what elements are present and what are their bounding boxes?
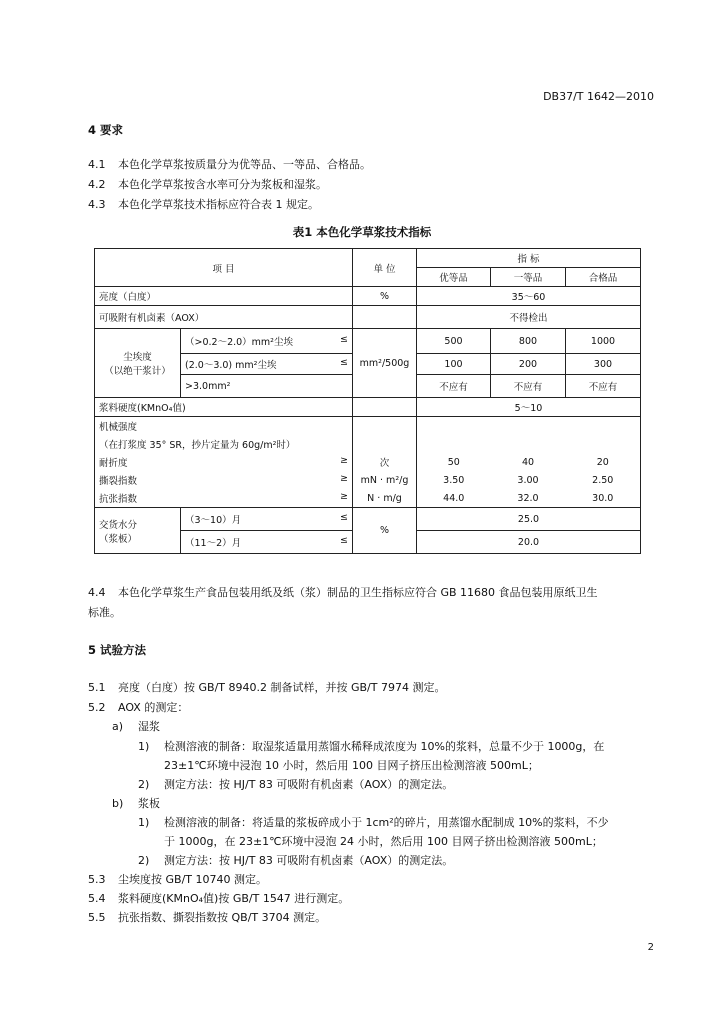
moisture-label: 交货水分 （浆板）: [95, 508, 181, 554]
header-unit: 单 位: [353, 249, 417, 287]
fold-label: 耐折度 ≥: [95, 453, 353, 471]
clause-5-3: 5.3 尘埃度按 GB/T 10740 测定。: [88, 873, 267, 886]
table-caption: 表1 本色化学草浆技术指标: [292, 225, 432, 239]
dust-3-v3: 不应有: [566, 375, 641, 398]
tensile-v2: 32.0: [491, 489, 566, 508]
dust-label: 尘埃度 （以绝干浆计）: [95, 329, 181, 398]
dust-3-v1: 不应有: [417, 375, 491, 398]
dust-2-v1: 100: [417, 354, 491, 375]
item-a: a) 湿浆: [112, 720, 160, 733]
header-index: 指 标: [417, 249, 641, 268]
page-number: 2: [647, 942, 654, 953]
row-hardness-label: 浆料硬度(KMnO₄值): [95, 398, 353, 417]
section-5-title: 5 试验方法: [88, 643, 147, 657]
clause-5-4: 5.4 浆料硬度(KMnO₄值)按 GB/T 1547 进行测定。: [88, 892, 350, 905]
header-grade-2: 一等品: [491, 268, 566, 287]
clause-5-2: 5.2 AOX 的测定：: [88, 701, 189, 714]
moisture-period-2: （11～2）月 ≤: [181, 531, 353, 554]
moisture-unit: %: [353, 508, 417, 554]
tensile-v1: 44.0: [417, 489, 491, 508]
dust-unit: mm²/500g: [353, 329, 417, 398]
clause-5-5: 5.5 抗张指数、撕裂指数按 QB/T 3704 测定。: [88, 911, 327, 924]
row-aox-unit: [353, 306, 417, 329]
item-b-1: 1) 检测溶液的制备：将适量的浆板碎成小于 1cm²的碎片，用蒸馏水配制成 10%的浆料，不少: [138, 816, 609, 829]
row-hardness-unit: [353, 398, 417, 417]
clause-4-4: 4.4 本色化学草浆生产食品包装用纸及纸（浆）制品的卫生指标应符合 GB 11680 食品包装用原纸卫生: [88, 586, 598, 599]
item-b-1-cont: 于 1000g，在 23±1℃环境中浸泡 24 小时，然后用 100 目网子挤出检测溶液 500mL；: [164, 835, 603, 848]
row-brightness-unit: %: [353, 287, 417, 306]
item-a-1: 1) 检测溶液的制备：取湿浆适量用蒸馏水稀释成浓度为 10%的浆料，总量不少于 1000g，在: [138, 740, 605, 753]
dust-1-v1: 500: [417, 329, 491, 354]
clause-5-1: 5.1 亮度（白度）按 GB/T 8940.2 制备试样，并按 GB/T 7974 测定。: [88, 681, 446, 694]
moisture-period-1: （3～10）月 ≤: [181, 508, 353, 531]
fold-unit: 次: [353, 453, 417, 471]
moisture-value-2: 20.0: [417, 531, 641, 554]
header-grade-1: 优等品: [417, 268, 491, 287]
row-brightness-value: 35～60: [417, 287, 641, 306]
spec-table: [94, 248, 641, 554]
dust-range-3: >3.0mm²: [181, 375, 353, 398]
tear-v2: 3.00: [517, 474, 539, 486]
dust-1-v3: 1000: [566, 329, 641, 354]
clause-4-4-cont: 标准。: [88, 606, 121, 619]
fold-v1: 50: [417, 453, 491, 471]
row-hardness-value: 5～10: [417, 398, 641, 417]
clause-4-1: 4.1 本色化学草浆按质量分为优等品、一等品、合格品。: [88, 158, 371, 171]
dust-2-v2: 200: [491, 354, 566, 375]
row-aox-value: 不得检出: [417, 306, 641, 329]
tensile-label: 抗张指数 ≥: [95, 489, 353, 508]
header-grade-3: 合格品: [566, 268, 641, 287]
header-item: 项 目: [95, 249, 353, 287]
dust-range-2: (2.0～3.0) mm²尘埃 ≤: [181, 354, 353, 375]
item-b-2: 2) 测定方法：按 HJ/T 83 可吸附有机卤素（AOX）的测定法。: [138, 854, 454, 867]
row-aox-label: 可吸附有机卤素（AOX）: [95, 306, 353, 329]
tensile-unit: N · m/g: [353, 489, 417, 508]
mech-label: 机械强度: [95, 417, 353, 436]
tensile-v3: 30.0: [566, 489, 641, 508]
clause-4-2: 4.2 本色化学草浆按含水率可分为浆板和湿浆。: [88, 178, 327, 191]
dust-range-1: （>0.2～2.0）mm²尘埃 ≤: [181, 329, 353, 354]
section-4-title: 4 要求: [88, 123, 124, 137]
item-b: b) 浆板: [112, 797, 160, 810]
clause-4-3: 4.3 本色化学草浆技术指标应符合表 1 规定。: [88, 198, 319, 211]
standard-number: DB37/T 1642—2010: [543, 90, 654, 103]
tear-unit: mN · m²/g: [353, 471, 417, 489]
dust-2-v3: 300: [566, 354, 641, 375]
moisture-value-1: 25.0: [417, 508, 641, 531]
dust-3-v2: 不应有: [491, 375, 566, 398]
item-a-2: 2) 测定方法：按 HJ/T 83 可吸附有机卤素（AOX）的测定法。: [138, 778, 454, 791]
tear-label: 撕裂指数 ≥: [95, 471, 353, 489]
mech-condition: （在打浆度 35° SR，抄片定量为 60g/m²时）: [95, 435, 353, 453]
row-brightness-label: 亮度（白度）: [95, 287, 353, 306]
fold-v3: 20: [566, 453, 641, 471]
tear-v3: 2.50: [566, 471, 641, 489]
fold-v2: 40: [521, 456, 535, 468]
item-a-1-cont: 23±1℃环境中浸泡 10 小时，然后用 100 目网子挤压出检测溶液 500mL；: [164, 759, 539, 772]
tear-v1: 3.50: [417, 471, 491, 489]
dust-1-v2: 800: [491, 329, 566, 354]
